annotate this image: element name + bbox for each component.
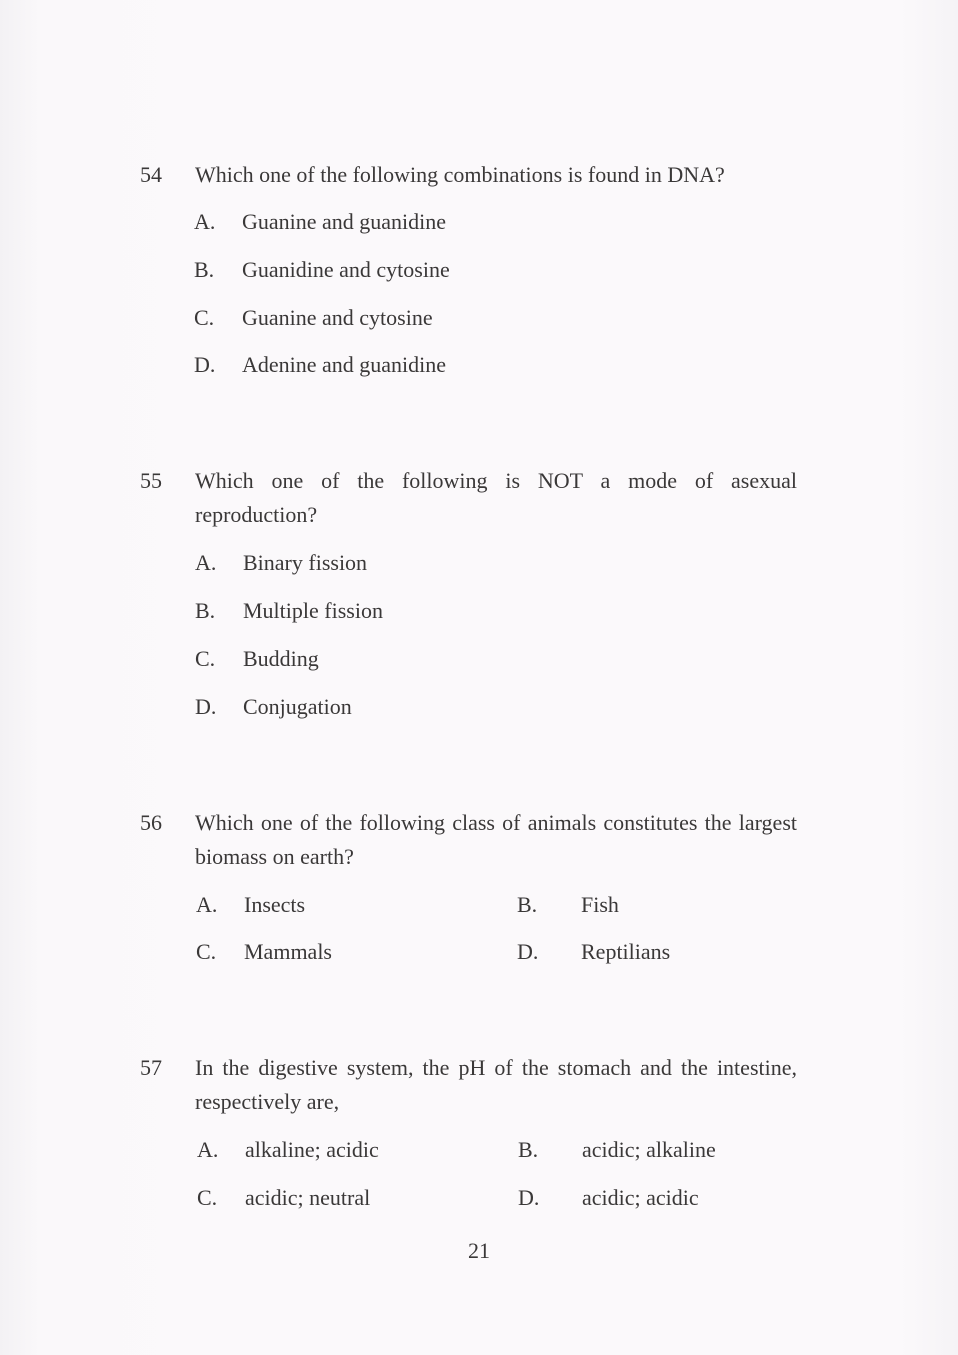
option-letter: D. bbox=[517, 939, 539, 964]
option-text: Reptilians bbox=[581, 939, 671, 964]
option-text: Adenine and guanidine bbox=[242, 352, 447, 377]
option-text: acidic; neutral bbox=[245, 1185, 371, 1210]
question-text: Which one of the following is NOT a mode of asexual reproduction? bbox=[195, 468, 797, 527]
page-number: 21 bbox=[468, 1238, 490, 1263]
question-57 bbox=[0, 1051, 958, 1131]
option-letter: B. bbox=[518, 1137, 539, 1162]
option-text: Multiple fission bbox=[243, 598, 383, 623]
option-b bbox=[194, 255, 450, 285]
option-letter: A. bbox=[195, 550, 217, 575]
option-letter: B. bbox=[517, 892, 538, 917]
option-letter: A. bbox=[197, 1137, 219, 1162]
question-number: 56 bbox=[140, 810, 162, 835]
question-number: 57 bbox=[140, 1055, 162, 1080]
option-c bbox=[194, 303, 433, 333]
option-d bbox=[195, 692, 352, 722]
option-a bbox=[195, 548, 367, 578]
option-letter: A. bbox=[196, 892, 218, 917]
question-56 bbox=[0, 806, 958, 886]
question-text: In the digestive system, the pH of the stomach and the intestine, respectively are, bbox=[195, 1055, 797, 1114]
option-b bbox=[195, 596, 383, 626]
question-text: Which one of the following class of animals constitutes the largest biomass on earth? bbox=[195, 810, 797, 869]
option-d bbox=[518, 1183, 699, 1213]
option-c bbox=[195, 644, 319, 674]
option-letter: D. bbox=[195, 694, 217, 719]
option-letter: B. bbox=[195, 598, 216, 623]
option-c bbox=[196, 937, 332, 967]
option-text: Guanine and guanidine bbox=[242, 209, 447, 234]
option-letter: C. bbox=[194, 305, 215, 330]
option-letter: B. bbox=[194, 257, 215, 282]
option-text: Binary fission bbox=[243, 550, 368, 575]
option-b bbox=[517, 890, 619, 920]
option-letter: C. bbox=[196, 939, 217, 964]
option-d bbox=[194, 350, 446, 380]
option-text: acidic; acidic bbox=[582, 1185, 699, 1210]
option-text: acidic; alkaline bbox=[582, 1137, 716, 1162]
question-text: Which one of the following combinations is found in DNA? bbox=[195, 162, 725, 187]
option-letter: D. bbox=[194, 352, 216, 377]
option-text: Guanidine and cytosine bbox=[242, 257, 450, 282]
option-d bbox=[517, 937, 670, 967]
option-text: Budding bbox=[243, 646, 319, 671]
option-letter: C. bbox=[197, 1185, 218, 1210]
option-c bbox=[197, 1183, 370, 1213]
option-text: Conjugation bbox=[243, 694, 352, 719]
option-a bbox=[197, 1135, 379, 1165]
question-number: 54 bbox=[140, 162, 162, 187]
option-letter: A. bbox=[194, 209, 216, 234]
question-54 bbox=[0, 158, 958, 198]
option-a bbox=[194, 207, 446, 237]
option-text: alkaline; acidic bbox=[245, 1137, 379, 1162]
option-text: Insects bbox=[244, 892, 306, 917]
option-a bbox=[196, 890, 305, 920]
option-text: Guanine and cytosine bbox=[242, 305, 433, 330]
option-letter: D. bbox=[518, 1185, 540, 1210]
option-text: Fish bbox=[581, 892, 619, 917]
question-number: 55 bbox=[140, 468, 162, 493]
option-text: Mammals bbox=[244, 939, 332, 964]
option-b bbox=[518, 1135, 716, 1165]
question-55 bbox=[0, 464, 958, 544]
option-letter: C. bbox=[195, 646, 216, 671]
